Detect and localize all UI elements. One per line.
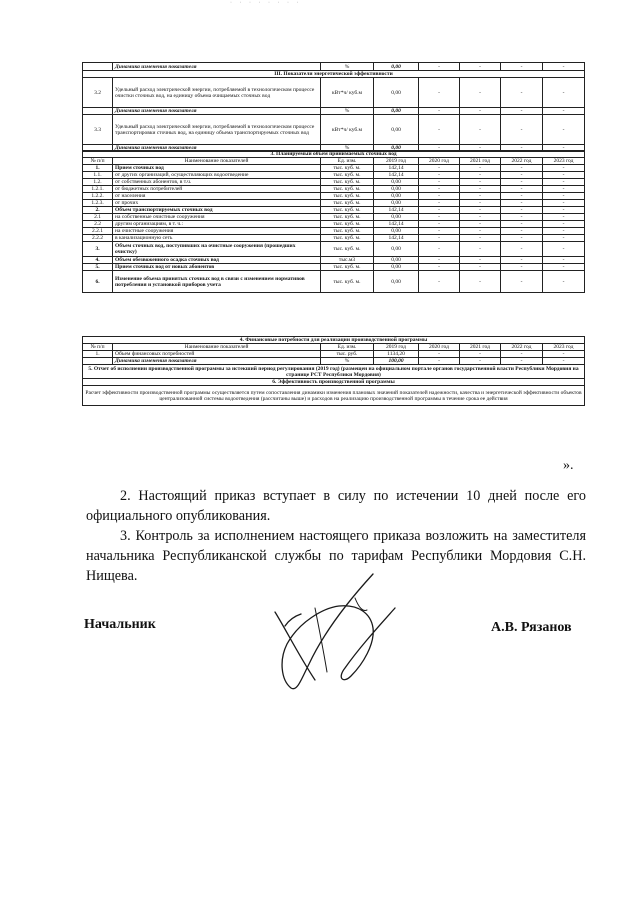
- value-cell: -: [460, 193, 501, 200]
- section-title: 5. Отчет об исполнении производственной программы за истекший период регулирования (2019 год) (размещен на официальном портале органов государственной власти Республики Мордовия на странице РСТ Республики Мордовия): [83, 365, 585, 379]
- row-number: 1.2.3.: [83, 200, 113, 207]
- table-row: [83, 358, 585, 365]
- row-number: 1.: [83, 165, 113, 172]
- column-header: 2022 год: [501, 158, 543, 165]
- value-cell: 142,14: [374, 235, 419, 242]
- column-header: 2023 год: [543, 158, 585, 165]
- indicator-name: от прочих: [113, 200, 321, 207]
- value-cell: 142,14: [374, 221, 419, 228]
- value-cell: -: [419, 264, 460, 271]
- table-row: [83, 151, 585, 158]
- value-cell: 0,00: [374, 200, 419, 207]
- value-cell: -: [460, 172, 501, 179]
- unit-cell: тыс. руб.: [321, 351, 374, 358]
- header-row: [83, 344, 585, 351]
- row-number: 2.1: [83, 214, 113, 221]
- indicator-name: Удельный расход электрической энергии, потребляемой в технологическом процессе очистки сточных вод, на единицу объема очищаемых сточных вод: [113, 78, 321, 108]
- value-cell: -: [543, 207, 585, 214]
- value-cell: -: [543, 145, 585, 152]
- value-cell: -: [543, 358, 585, 365]
- row-number: 1.1.: [83, 172, 113, 179]
- signature-name: А.В. Рязанов: [491, 620, 572, 635]
- value-cell: -: [501, 108, 543, 115]
- value-cell: -: [543, 108, 585, 115]
- value-cell: -: [543, 228, 585, 235]
- indicator-name: Объем транспортируемых сточных вод: [113, 207, 321, 214]
- value-cell: 0,00: [374, 193, 419, 200]
- value-cell: -: [419, 193, 460, 200]
- table-row: [83, 337, 585, 344]
- value-cell: -: [543, 78, 585, 108]
- value-cell: 100,00: [374, 358, 419, 365]
- row-number: 2.2.2: [83, 235, 113, 242]
- value-cell: 142,14: [374, 207, 419, 214]
- row-number: 1.2.1.: [83, 186, 113, 193]
- row-number: [83, 63, 113, 71]
- value-cell: -: [419, 214, 460, 221]
- value-cell: -: [501, 351, 543, 358]
- table-row: [83, 257, 585, 264]
- row-number: 4.: [83, 257, 113, 264]
- value-cell: -: [543, 235, 585, 242]
- value-cell: -: [460, 351, 501, 358]
- value-cell: -: [419, 78, 460, 108]
- value-cell: -: [460, 165, 501, 172]
- value-cell: -: [501, 78, 543, 108]
- indicator-name: от бюджетных потребителей: [113, 186, 321, 193]
- value-cell: -: [460, 108, 501, 115]
- column-header: 2020 год: [419, 344, 460, 351]
- value-cell: -: [501, 207, 543, 214]
- unit-cell: тыс. куб. м.: [321, 264, 374, 271]
- table-row: [83, 108, 585, 115]
- value-cell: 0,00: [374, 78, 419, 108]
- row-number: [83, 358, 113, 365]
- value-cell: -: [501, 214, 543, 221]
- value-cell: -: [460, 228, 501, 235]
- value-cell: 0,00: [374, 108, 419, 115]
- unit-cell: тыс. куб. м.: [321, 186, 374, 193]
- value-cell: 0,00: [374, 228, 419, 235]
- value-cell: 0,00: [374, 214, 419, 221]
- value-cell: -: [419, 257, 460, 264]
- value-cell: -: [419, 108, 460, 115]
- value-cell: -: [501, 257, 543, 264]
- value-cell: -: [419, 207, 460, 214]
- value-cell: 0,00: [374, 257, 419, 264]
- unit-cell: %: [321, 358, 374, 365]
- table-row: [83, 193, 585, 200]
- table-row: [83, 214, 585, 221]
- table-row: [83, 365, 585, 379]
- value-cell: 0,00: [374, 186, 419, 193]
- unit-cell: тыс.м3: [321, 257, 374, 264]
- value-cell: -: [501, 358, 543, 365]
- value-cell: -: [501, 172, 543, 179]
- value-cell: -: [543, 264, 585, 271]
- value-cell: -: [460, 145, 501, 152]
- unit-cell: тыс. куб. м.: [321, 221, 374, 228]
- paragraph-3: 3. Контроль за исполнением настоящего приказа возложить на заместителя начальника Республиканской службы по тарифам Республики Мордовия С.Н. Нищева.: [86, 528, 586, 584]
- row-number: 3.: [83, 242, 113, 257]
- indicator-name: от собственных абонентов, в т.ч.: [113, 179, 321, 186]
- table-row: [83, 200, 585, 207]
- value-cell: -: [543, 221, 585, 228]
- value-cell: -: [501, 264, 543, 271]
- value-cell: -: [460, 271, 501, 293]
- value-cell: -: [501, 115, 543, 145]
- value-cell: 0,00: [374, 271, 419, 293]
- indicator-name: на очистные сооружения: [113, 228, 321, 235]
- section-title: 4. Финансовые потребности для реализации производственной программы: [83, 337, 585, 344]
- table-row: [83, 271, 585, 293]
- value-cell: -: [543, 200, 585, 207]
- value-cell: -: [543, 242, 585, 257]
- value-cell: 0,00: [374, 264, 419, 271]
- value-cell: -: [543, 186, 585, 193]
- value-cell: -: [460, 179, 501, 186]
- value-cell: -: [419, 242, 460, 257]
- table-row: [83, 172, 585, 179]
- paragraph-2: 2. Настоящий приказ вступает в силу по истечении 10 дней после его официального опубликования.: [86, 488, 586, 524]
- value-cell: -: [501, 235, 543, 242]
- indicator-name: Динамика изменения показателя: [113, 63, 321, 71]
- value-cell: -: [501, 228, 543, 235]
- unit-cell: %: [321, 63, 374, 71]
- indicator-name: от других организаций, осуществляющих водоотведение: [113, 172, 321, 179]
- value-cell: 1134,20: [374, 351, 419, 358]
- unit-cell: тыс. куб. м.: [321, 172, 374, 179]
- column-header: Наименование показателей: [113, 344, 321, 351]
- value-cell: -: [501, 186, 543, 193]
- value-cell: -: [460, 63, 501, 71]
- unit-cell: тыс. куб. м.: [321, 207, 374, 214]
- value-cell: -: [419, 228, 460, 235]
- unit-cell: тыс. куб. м.: [321, 193, 374, 200]
- value-cell: -: [543, 165, 585, 172]
- column-header: Ед. изм.: [321, 158, 374, 165]
- row-number: [83, 108, 113, 115]
- unit-cell: тыс. куб. м.: [321, 271, 374, 293]
- indicator-name: Динамика изменения показателя: [113, 358, 321, 365]
- value-cell: -: [419, 172, 460, 179]
- table-row: [83, 63, 585, 71]
- value-cell: -: [501, 221, 543, 228]
- table-row: [83, 115, 585, 145]
- table-row: [83, 207, 585, 214]
- unit-cell: тыс. куб. м.: [321, 235, 374, 242]
- value-cell: -: [460, 257, 501, 264]
- indicator-name: Объем сточных вод, поступивших на очистные сооружения (прошедших очистку): [113, 242, 321, 257]
- row-number: 1.2.2.: [83, 193, 113, 200]
- row-number: 1.: [83, 351, 113, 358]
- table-row: [83, 235, 585, 242]
- value-cell: -: [543, 179, 585, 186]
- row-number: 6.: [83, 271, 113, 293]
- value-cell: -: [419, 145, 460, 152]
- table-row: [83, 186, 585, 193]
- closing-quote: ».: [563, 458, 574, 473]
- value-cell: -: [501, 271, 543, 293]
- column-header: 2022 год: [501, 344, 543, 351]
- section-title: 6. Эффективность производственной программы: [83, 379, 585, 386]
- value-cell: 0,00: [374, 179, 419, 186]
- energy-efficiency-table: [82, 62, 585, 152]
- table-row: [83, 228, 585, 235]
- value-cell: -: [419, 63, 460, 71]
- unit-cell: тыс. куб. м.: [321, 179, 374, 186]
- value-cell: -: [543, 115, 585, 145]
- value-cell: -: [543, 271, 585, 293]
- table-row: [83, 351, 585, 358]
- top-scan-marks: · · · · · · · ·: [230, 0, 302, 6]
- indicator-name: другим организациям, в т. ч.:: [113, 221, 321, 228]
- value-cell: 0,00: [374, 115, 419, 145]
- unit-cell: тыс. куб. м.: [321, 200, 374, 207]
- table-row: [83, 78, 585, 108]
- value-cell: -: [419, 358, 460, 365]
- value-cell: 0,00: [374, 145, 419, 152]
- header-row: [83, 158, 585, 165]
- unit-cell: тыс. куб. м.: [321, 242, 374, 257]
- unit-cell: тыс. куб. м.: [321, 165, 374, 172]
- value-cell: 0,00: [374, 63, 419, 71]
- table-row: [83, 179, 585, 186]
- indicator-name: Динамика изменения показателя: [113, 145, 321, 152]
- value-cell: -: [460, 235, 501, 242]
- row-number: 2.2: [83, 221, 113, 228]
- indicator-name: от населения: [113, 193, 321, 200]
- table-row: [83, 242, 585, 257]
- table-row: [83, 71, 585, 78]
- table-row: [83, 264, 585, 271]
- value-cell: -: [460, 200, 501, 207]
- value-cell: -: [419, 235, 460, 242]
- value-cell: -: [419, 271, 460, 293]
- value-cell: -: [543, 257, 585, 264]
- value-cell: -: [543, 172, 585, 179]
- column-header: 2019 год: [374, 158, 419, 165]
- row-number: 1.2.: [83, 179, 113, 186]
- table-row: [83, 379, 585, 386]
- table-row: [83, 165, 585, 172]
- value-cell: -: [460, 115, 501, 145]
- column-header: № п/п: [83, 344, 113, 351]
- indicator-name: Объем обезвоженного осадка сточных вод: [113, 257, 321, 264]
- value-cell: -: [419, 351, 460, 358]
- value-cell: -: [419, 221, 460, 228]
- value-cell: -: [501, 63, 543, 71]
- indicator-name: Изменение объема принятых сточных вод в связи с изменением нормативов потребления и установкой приборов учета: [113, 271, 321, 293]
- wastewater-volume-table: [82, 150, 585, 293]
- unit-cell: %: [321, 145, 374, 152]
- value-cell: -: [501, 200, 543, 207]
- table-row: [83, 386, 585, 406]
- value-cell: -: [543, 351, 585, 358]
- value-cell: -: [460, 242, 501, 257]
- value-cell: -: [460, 207, 501, 214]
- section-title: 3. Планируемый объем принимаемых сточных вод: [83, 151, 585, 158]
- indicator-name: в канализационную сеть: [113, 235, 321, 242]
- value-cell: -: [460, 78, 501, 108]
- handwritten-signature: [255, 568, 435, 698]
- column-header: Наименование показателей: [113, 158, 321, 165]
- value-cell: -: [460, 186, 501, 193]
- value-cell: -: [460, 358, 501, 365]
- financial-needs-table: [82, 336, 585, 406]
- value-cell: -: [501, 242, 543, 257]
- indicator-name: на собственные очистные сооружения: [113, 214, 321, 221]
- value-cell: 142,14: [374, 172, 419, 179]
- column-header: 2020 год: [419, 158, 460, 165]
- column-header: 2023 год: [543, 344, 585, 351]
- value-cell: -: [543, 214, 585, 221]
- column-header: 2021 год: [460, 158, 501, 165]
- indicator-name: Динамика изменения показателя: [113, 108, 321, 115]
- value-cell: -: [419, 179, 460, 186]
- value-cell: -: [543, 193, 585, 200]
- indicator-name: Объем финансовых потребностей: [113, 351, 321, 358]
- indicator-name: Прием сточных вод: [113, 165, 321, 172]
- value-cell: -: [419, 165, 460, 172]
- value-cell: -: [460, 214, 501, 221]
- table-row: [83, 221, 585, 228]
- value-cell: 0,00: [374, 242, 419, 257]
- row-number: 2.: [83, 207, 113, 214]
- value-cell: -: [543, 63, 585, 71]
- indicator-name: Прием сточных вод от новых абонентов: [113, 264, 321, 271]
- value-cell: -: [460, 264, 501, 271]
- unit-cell: кВт*ч/ куб.м: [321, 78, 374, 108]
- section-title: Расчет эффективности производственной программы осуществляется путем сопоставления динамики изменения плановых значений показателей надежности, качества и энергетической эффективности объектов централизованной системы водоотведения (рассчитаны выше) и расходов на реализацию производственной программы в течение срока ее действия: [83, 386, 585, 406]
- unit-cell: тыс. куб. м.: [321, 228, 374, 235]
- value-cell: -: [501, 179, 543, 186]
- indicator-name: Удельный расход электрической энергии, потребляемой в технологическом процессе транспортировки сточных вод, на единицу объема транспортируемых сточных вод: [113, 115, 321, 145]
- column-header: Ед. изм.: [321, 344, 374, 351]
- value-cell: -: [501, 193, 543, 200]
- column-header: № п/п: [83, 158, 113, 165]
- row-number: 3.3: [83, 115, 113, 145]
- value-cell: -: [419, 186, 460, 193]
- column-header: 2021 год: [460, 344, 501, 351]
- value-cell: -: [419, 115, 460, 145]
- value-cell: -: [460, 221, 501, 228]
- unit-cell: кВт*ч/ куб.м: [321, 115, 374, 145]
- unit-cell: %: [321, 108, 374, 115]
- value-cell: -: [419, 200, 460, 207]
- unit-cell: тыс. куб. м.: [321, 214, 374, 221]
- row-number: 2.2.1: [83, 228, 113, 235]
- row-number: 5.: [83, 264, 113, 271]
- value-cell: -: [501, 165, 543, 172]
- row-number: 3.2: [83, 78, 113, 108]
- section-heading: III. Показатели энергетической эффективности: [83, 71, 585, 78]
- signature-position: Начальник: [84, 617, 156, 632]
- value-cell: 142,14: [374, 165, 419, 172]
- column-header: 2019 год: [374, 344, 419, 351]
- value-cell: -: [501, 145, 543, 152]
